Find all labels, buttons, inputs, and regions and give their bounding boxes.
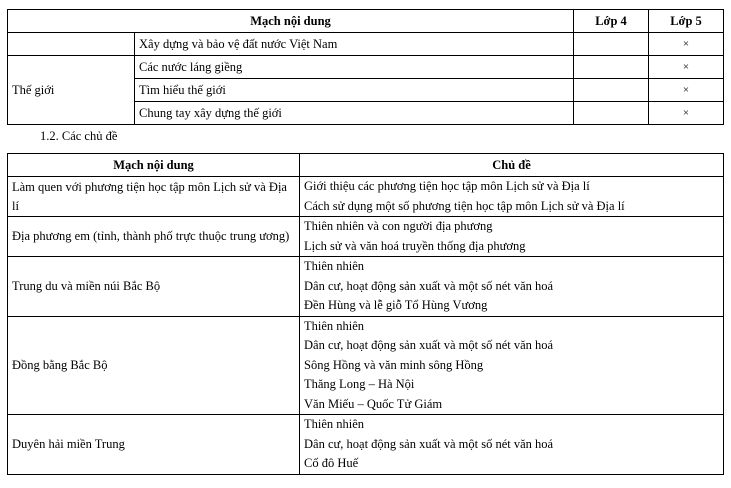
content-cell: Địa phương em (tỉnh, thành phố trực thuộc trung ương) [8, 217, 300, 257]
content-cell: Làm quen với phương tiện học tập môn Lịch sử và Địa lí [8, 177, 300, 217]
table-row [8, 257, 724, 317]
content-cell: Trung du và miền núi Bắc Bộ [8, 257, 300, 317]
topics-cell [300, 217, 724, 257]
grade4-mark [574, 79, 649, 102]
empty-cell [8, 33, 135, 56]
topic-item: Cố đô Huế [304, 456, 359, 470]
topic-item: Giới thiệu các phương tiện học tập môn Lịch sử và Địa lí [304, 179, 590, 193]
topic-item: Thiên nhiên và con người địa phương [304, 219, 493, 233]
group-label: Thế giới [8, 56, 135, 125]
topic-item: Dân cư, hoạt động sản xuất và một số nét văn hoá [304, 338, 554, 352]
topic-item: Thiên nhiên [304, 259, 365, 273]
item-cell: Các nước láng giềng [135, 56, 574, 79]
topics-cell [300, 415, 724, 475]
topic-item: Văn Miếu – Quốc Tử Giám [304, 396, 443, 411]
topic-item: Thiên nhiên [304, 318, 365, 333]
topics-table [7, 153, 724, 475]
table-row [8, 56, 724, 79]
table-row [8, 415, 724, 475]
table-row [8, 177, 724, 217]
topic-item: Đền Hùng và lễ giỗ Tổ Hùng Vương [304, 298, 488, 312]
topics-cell [300, 316, 724, 415]
topic-item: Thăng Long – Hà Nội [304, 377, 415, 391]
grade5-mark: × [649, 33, 724, 56]
item-cell: Tìm hiểu thế giới [135, 79, 574, 102]
section-heading: 1.2. Các chủ đề [40, 129, 118, 143]
topics-cell [300, 177, 724, 217]
grade4-mark [574, 33, 649, 56]
item-cell: Chung tay xây dựng thế giới [135, 102, 574, 125]
topic-item: Dân cư, hoạt động sản xuất và một số nét văn hoá [304, 436, 554, 451]
table-row [8, 217, 724, 257]
header-grade4: Lớp 4 [574, 10, 649, 33]
table-header-row [8, 154, 724, 177]
header-content: Mạch nội dung [8, 154, 300, 177]
grade-coverage-table [7, 9, 724, 125]
topic-item: Lịch sử và văn hoá truyền thống địa phương [304, 238, 526, 253]
header-content: Mạch nội dung [8, 10, 574, 33]
item-cell: Xây dựng và bảo vệ đất nước Việt Nam [135, 33, 574, 56]
topic-item: Cách sử dụng một số phương tiện học tập môn Lịch sử và Địa lí [304, 198, 625, 213]
topic-item: Sông Hồng và văn minh sông Hồng [304, 357, 484, 372]
grade4-mark [574, 102, 649, 125]
grade5-mark: × [649, 79, 724, 102]
header-topic: Chủ đề [300, 154, 724, 177]
grade5-mark: × [649, 56, 724, 79]
topic-item: Dân cư, hoạt động sản xuất và một số nét văn hoá [304, 278, 554, 293]
content-cell: Duyên hải miền Trung [8, 415, 300, 475]
table-row [8, 33, 724, 56]
grade4-mark [574, 56, 649, 79]
table-row [8, 316, 724, 415]
table-header-row [8, 10, 724, 33]
topics-cell [300, 257, 724, 317]
header-grade5: Lớp 5 [649, 10, 724, 33]
content-cell: Đồng bằng Bắc Bộ [8, 316, 300, 415]
grade5-mark: × [649, 102, 724, 125]
topic-item: Thiên nhiên [304, 417, 365, 431]
